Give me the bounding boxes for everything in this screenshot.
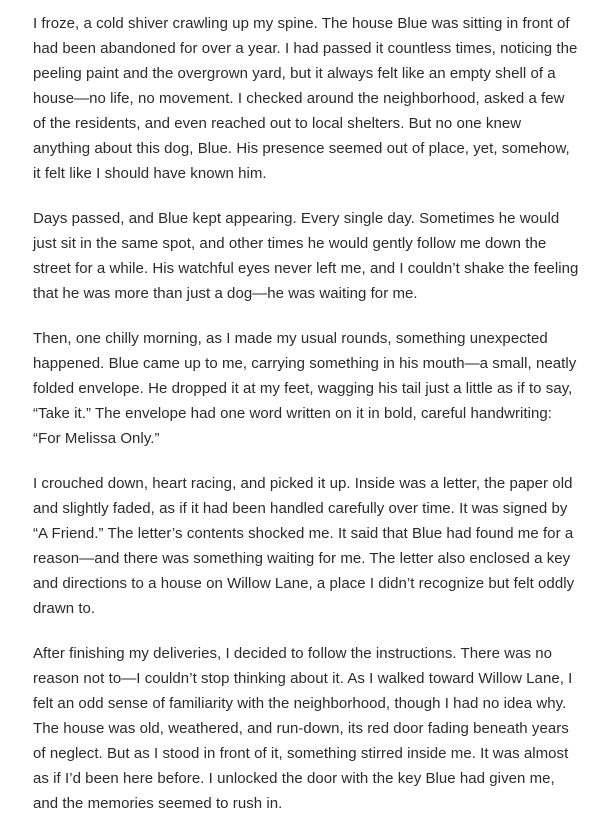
paragraph: I crouched down, heart racing, and picked it up. Inside was a letter, the paper old and slightly faded, as if it had been handled carefully over time. It was signed by “A Friend.” The letter’s contents shocked me. It said that Blue had found me for a reason—and there was something waiting for me. The letter also enclosed a key and directions to a house on Willow Lane, a place I didn’t recognize but felt oddly drawn to.: [33, 475, 575, 617]
paragraph: I froze, a cold shiver crawling up my spine. The house Blue was sitting in front of had been abandoned for over a year. I had passed it countless times, noticing the peeling paint and the overgrown yard, but it always felt like an empty shell of a house—no life, no movement. I checked around the neighborhood, asked a few of the residents, and even reached out to local shelters. But no one knew anything about this dog, Blue. His presence seemed out of place, yet, somehow, it felt like I should have known him.: [33, 15, 578, 182]
paragraph: Then, one chilly morning, as I made my usual rounds, something unexpected happened. Blue came up to me, carrying something in his mouth—a small, neatly folded envelope. He dropped it at my feet, wagging his tail just a little as if to say, “Take it.” The envelope had one word written on it in bold, careful handwriting: “For Melissa Only.”: [33, 330, 577, 447]
paragraph: After finishing my deliveries, I decided to follow the instructions. There was no reason not to—I couldn’t stop thinking about it. As I walked toward Willow Lane, I felt an odd sense of familiarity with the neighborhood, though I had no idea why. The house was old, weathered, and run-down, its red door fading beneath years of neglect. But as I stood in front of it, something stirred inside me. It was almost as if I’d been here before. I unlocked the door with the key Blue had given me, and the memories seemed to rush in.: [33, 645, 573, 812]
story-text: [33, 11, 581, 816]
paragraph: Days passed, and Blue kept appearing. Every single day. Sometimes he would just sit in the same spot, and other times he would gently follow me down the street for a while. His watchful eyes never left me, and I couldn’t shake the feeling that he was more than just a dog—he was waiting for me.: [33, 210, 579, 302]
